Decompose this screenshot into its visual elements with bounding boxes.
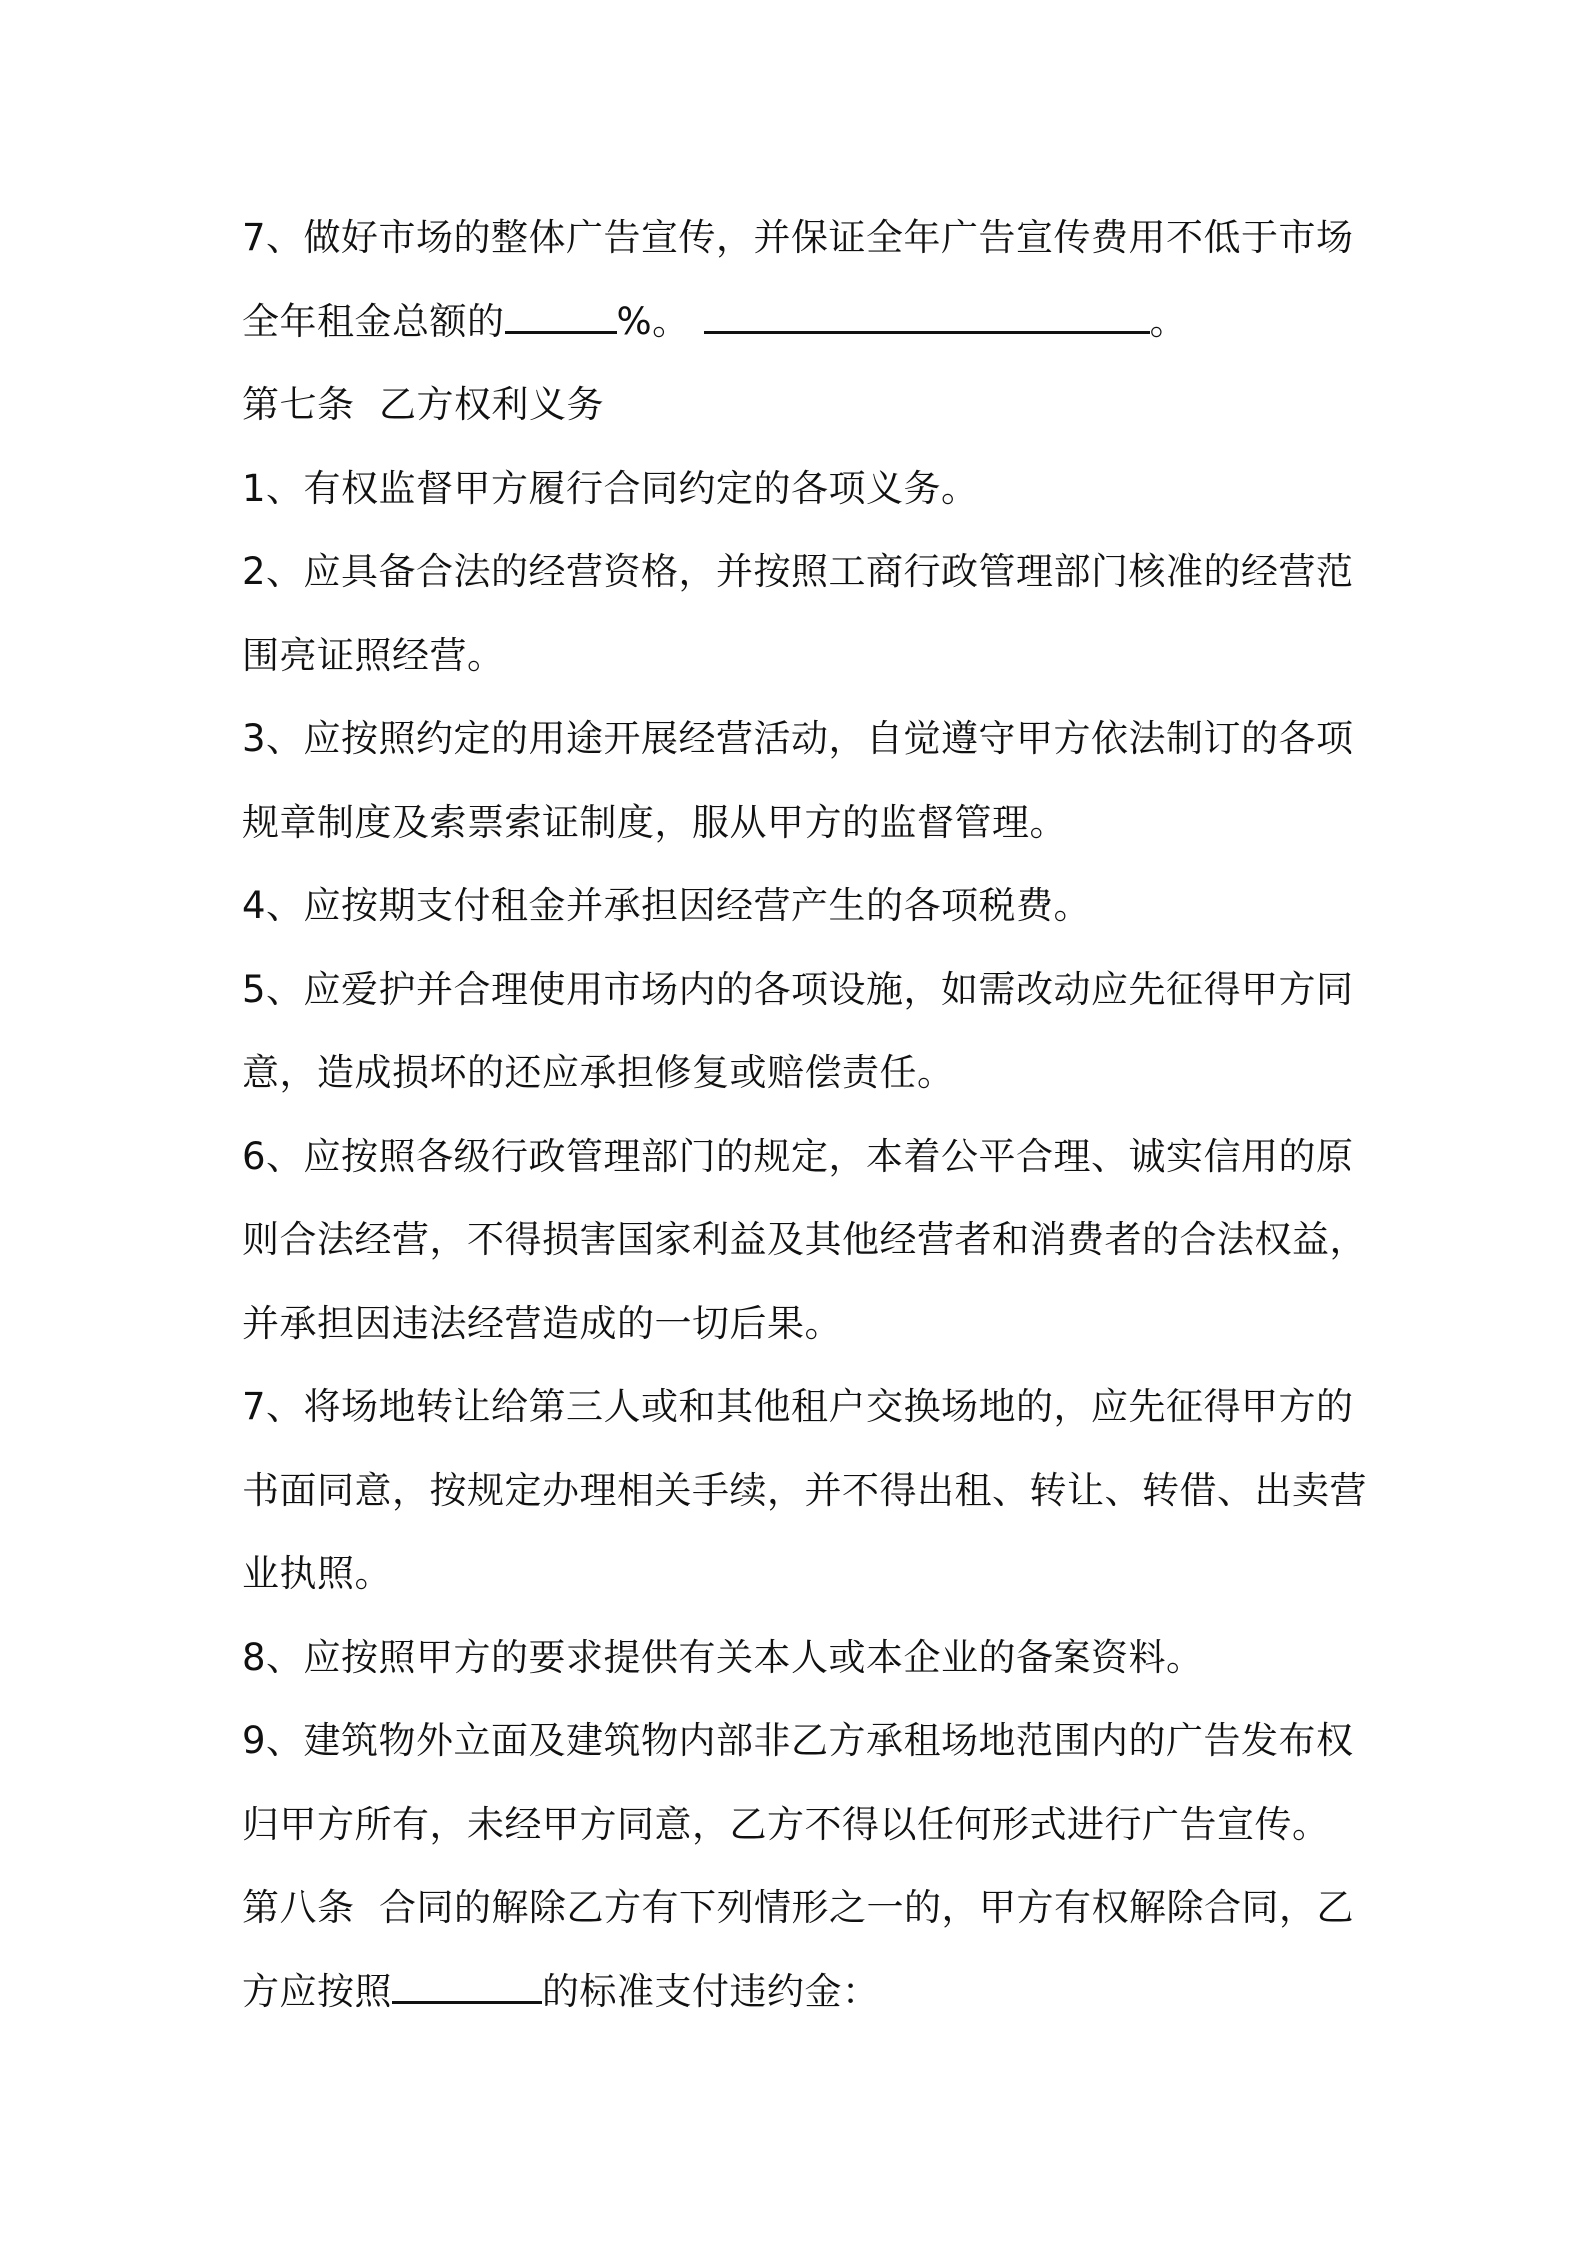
text: 则合法经营，不得损害国家利益及其他经营者和消费者的合法权益，	[242, 1218, 1367, 1261]
text: %。	[616, 299, 690, 343]
fill-in-blank	[392, 1967, 542, 2003]
text: 7、做好市场的整体广告宣传，并保证全年广告宣传费用不低于市场	[242, 216, 1354, 259]
fill-in-blank	[505, 297, 617, 333]
section-heading	[242, 363, 1362, 447]
text: 第七条 乙方权利义务	[242, 383, 605, 426]
text-line	[242, 1365, 1362, 1449]
text-line	[242, 864, 1362, 948]
text: 第八条 合同的解除乙方有下列情形之一的，甲方有权解除合同，乙	[242, 1886, 1355, 1929]
text-line	[242, 1950, 1362, 2034]
text: 8、应按照甲方的要求提供有关本人或本企业的备案资料。	[242, 1635, 1204, 1679]
text: 3、应按照约定的用途开展经营活动，自觉遵守甲方依法制订的各项	[242, 717, 1354, 760]
fill-in-blank	[704, 297, 1150, 333]
text-line	[242, 1532, 1362, 1616]
text-line	[242, 530, 1362, 614]
text-line	[242, 1699, 1362, 1783]
section-heading	[242, 1866, 1362, 1950]
text-line	[242, 1031, 1362, 1115]
text: 全年租金总额的	[242, 299, 505, 343]
text: 归甲方所有，未经甲方同意，乙方不得以任何形式进行广告宣传。	[242, 1802, 1330, 1846]
text: 。	[1149, 299, 1188, 343]
text-line	[242, 1616, 1362, 1700]
text-line	[242, 196, 1362, 280]
text: 9、建筑物外立面及建筑物内部非乙方承租场地范围内的广告发布权	[242, 1719, 1354, 1762]
text: 规章制度及索票索证制度，服从甲方的监督管理。	[242, 800, 1067, 844]
text: 业执照。	[242, 1552, 392, 1595]
text: 的标准支付违约金：	[542, 1969, 880, 2013]
text-line	[242, 948, 1362, 1032]
text: 并承担因违法经营造成的一切后果。	[242, 1301, 842, 1345]
text: 1、有权监督甲方履行合同约定的各项义务。	[242, 466, 979, 510]
text: 书面同意，按规定办理相关手续，并不得出租、转让、转借、出卖营	[242, 1468, 1367, 1512]
text-line	[242, 1198, 1367, 1282]
text: 4、应按期支付租金并承担因经营产生的各项税费。	[242, 884, 1092, 927]
text-line	[242, 1449, 1367, 1533]
text: 2、应具备合法的经营资格，并按照工商行政管理部门核准的经营范	[242, 550, 1354, 593]
text: 5、应爱护并合理使用市场内的各项设施，如需改动应先征得甲方同	[242, 967, 1354, 1011]
text-line	[242, 447, 1362, 531]
text-line	[242, 781, 1362, 865]
text-line	[242, 1282, 1362, 1366]
text: 6、应按照各级行政管理部门的规定，本着公平合理、诚实信用的原	[242, 1134, 1354, 1178]
text-line	[242, 280, 1362, 364]
text-line	[242, 614, 1362, 698]
text-line	[242, 1115, 1362, 1199]
text: 围亮证照经营。	[242, 633, 505, 677]
text-line	[242, 697, 1362, 781]
text: 方应按照	[242, 1969, 392, 2013]
text: 7、将场地转让给第三人或和其他租户交换场地的，应先征得甲方的	[242, 1385, 1354, 1428]
text: 意，造成损坏的还应承担修复或赔偿责任。	[242, 1051, 955, 1094]
text-line	[242, 1783, 1362, 1867]
document-page	[242, 196, 1367, 2033]
